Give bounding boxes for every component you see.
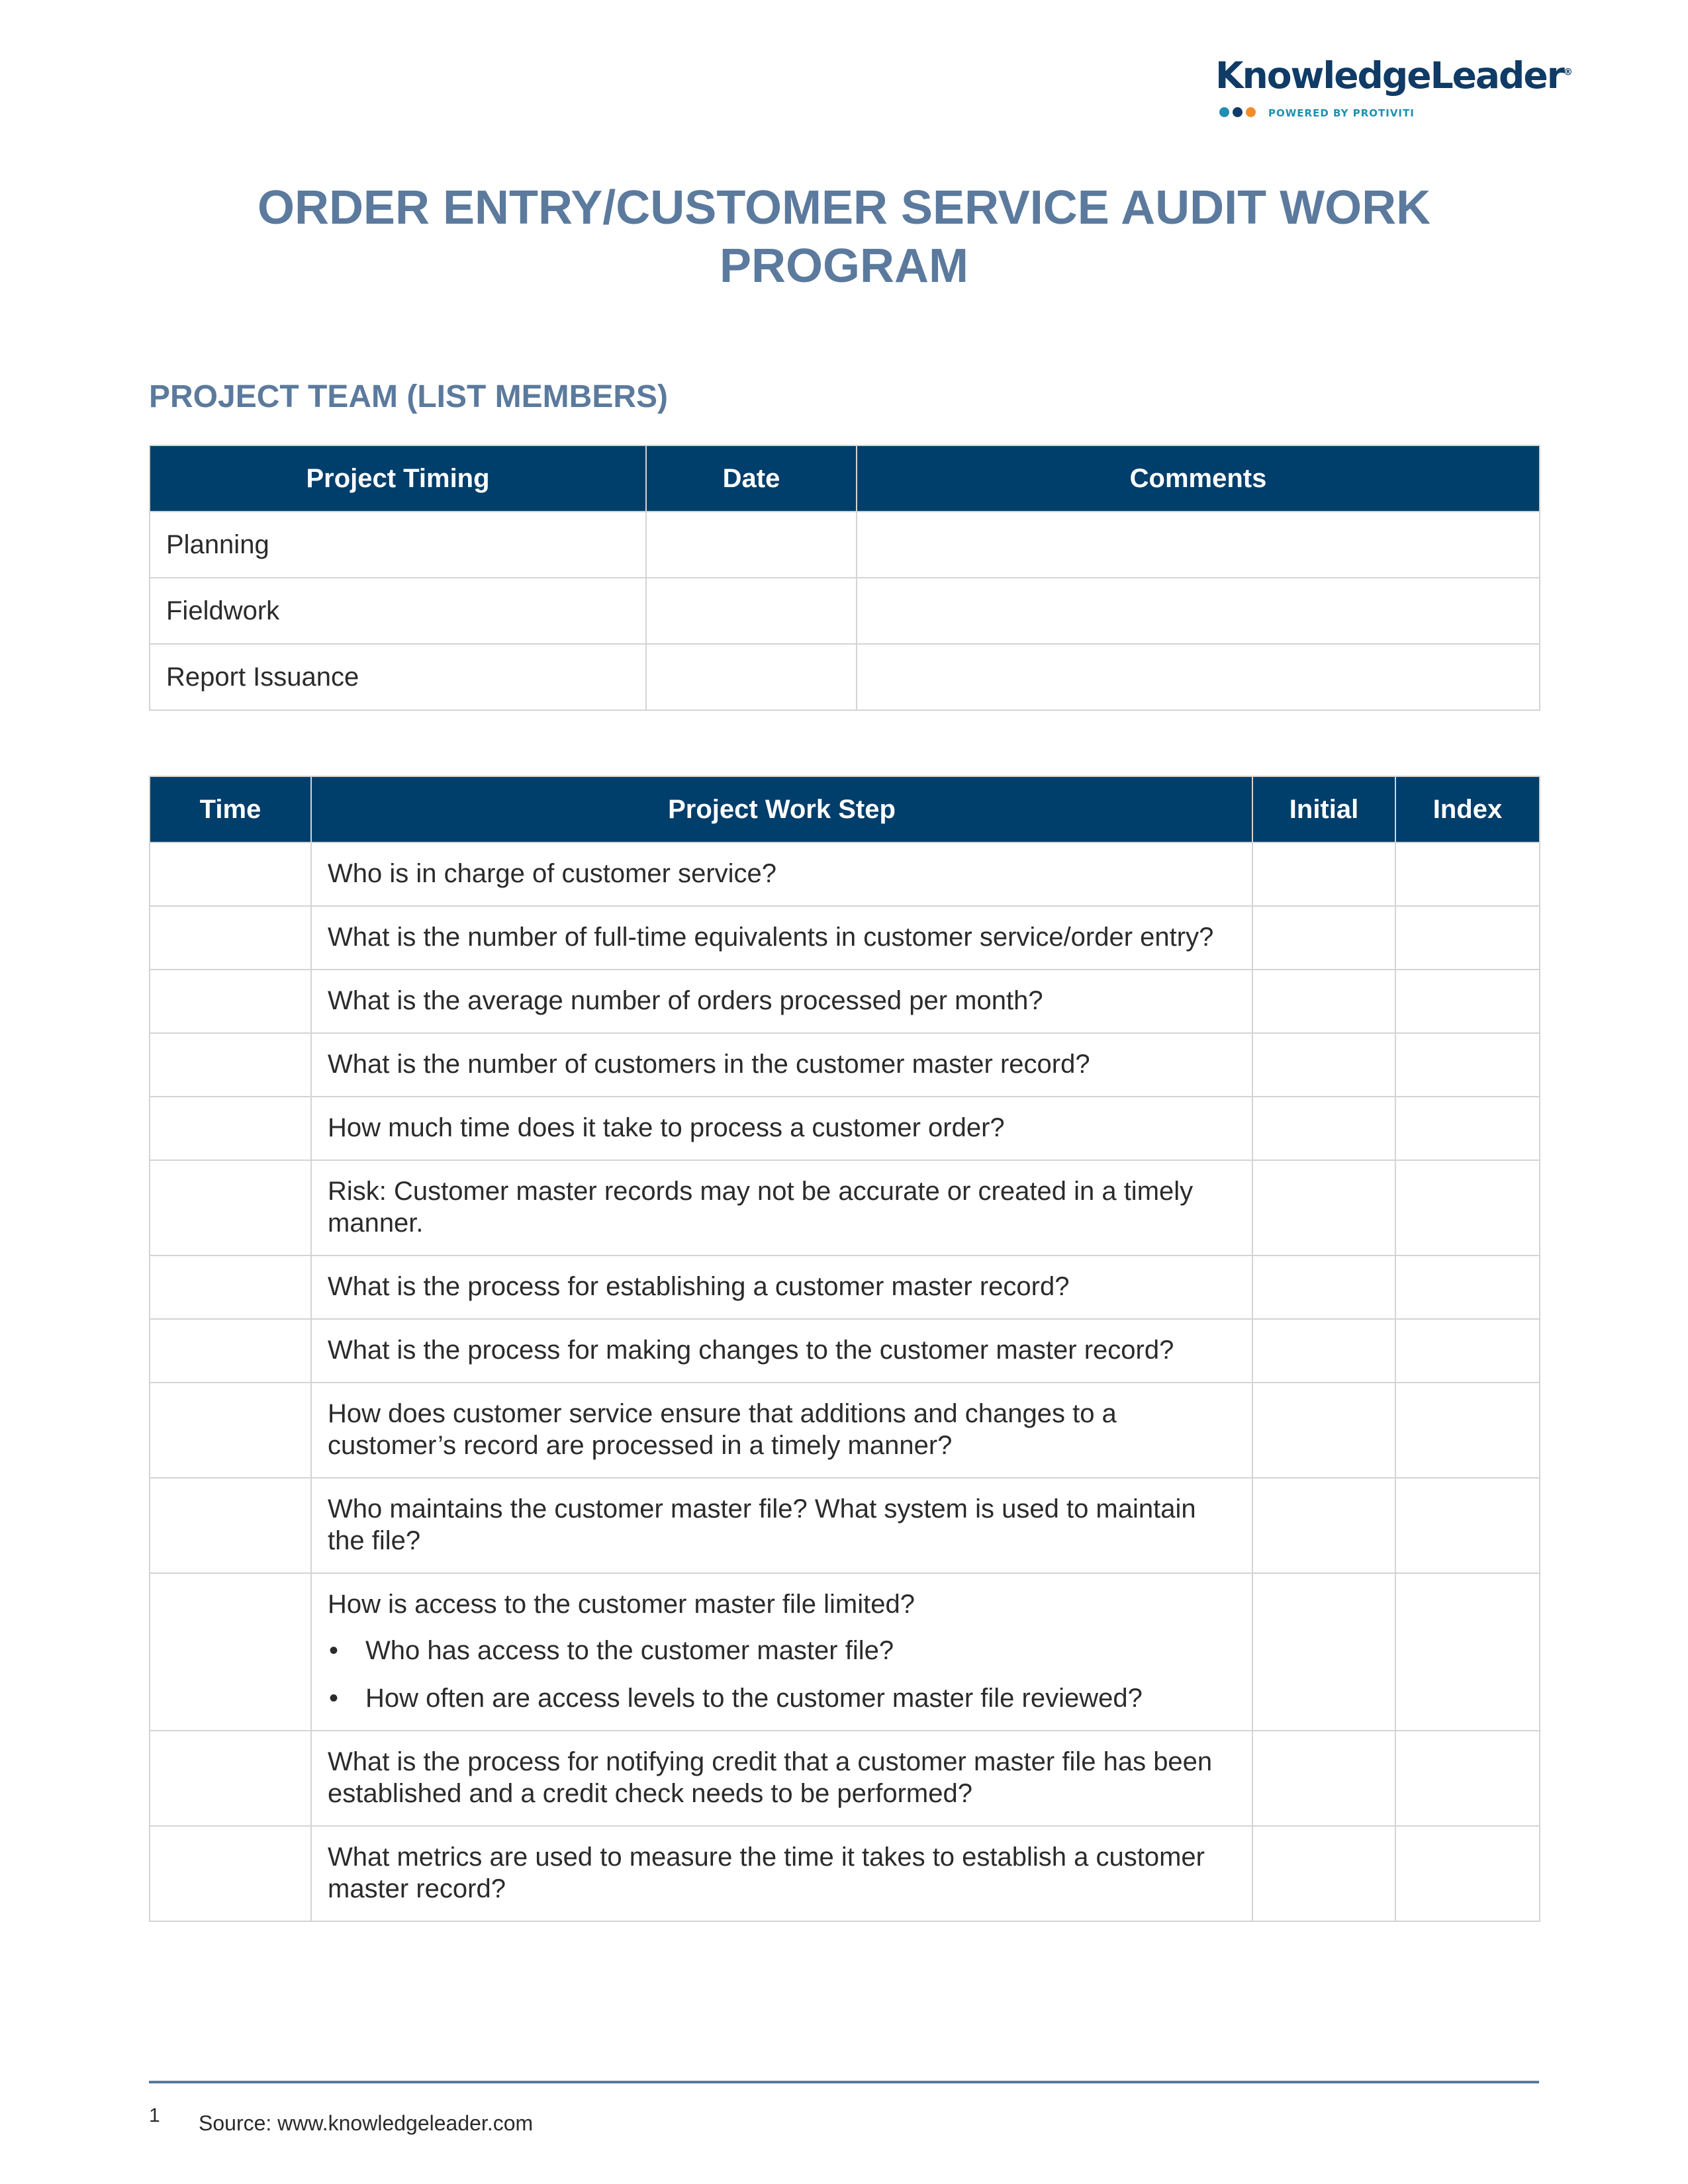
work-step-cell: What is the process for making changes to the customer master record? <box>311 1319 1252 1383</box>
source-footnote: Source: www.knowledgeleader.com <box>199 2111 534 2135</box>
work-step-cell: Risk: Customer master records may not be accurate or created in a timely manner. <box>311 1160 1252 1255</box>
timing-cell: Report Issuance <box>150 644 646 710</box>
comments-cell[interactable] <box>857 644 1540 710</box>
work-step-cell: How much time does it take to process a customer order? <box>311 1097 1252 1160</box>
table-row <box>150 970 1540 1033</box>
comments-cell[interactable] <box>857 512 1540 578</box>
index-cell[interactable] <box>1395 906 1540 970</box>
initial-cell[interactable] <box>1252 1731 1395 1826</box>
project-timing-table <box>149 445 1540 711</box>
timing-cell: Planning <box>150 512 646 578</box>
work-step-cell: What is the process for establishing a customer master record? <box>311 1255 1252 1319</box>
footer-divider <box>149 2081 1539 2083</box>
index-cell[interactable] <box>1395 970 1540 1033</box>
table-row <box>150 1033 1540 1097</box>
bullet-item: • Who has access to the customer master file? <box>328 1635 1236 1666</box>
index-cell[interactable] <box>1395 1478 1540 1573</box>
table-row <box>150 1478 1540 1573</box>
logo-dot-orange <box>1246 107 1256 117</box>
index-cell[interactable] <box>1395 1097 1540 1160</box>
time-cell[interactable] <box>150 1731 311 1826</box>
index-cell[interactable] <box>1395 1255 1540 1319</box>
time-cell[interactable] <box>150 1033 311 1097</box>
logo-dots <box>1219 107 1256 117</box>
knowledgeleader-logo <box>1215 54 1573 127</box>
initial-cell[interactable] <box>1252 1319 1395 1383</box>
page-number: 1 <box>149 2105 160 2126</box>
time-cell[interactable] <box>150 1319 311 1383</box>
table-row <box>150 1319 1540 1383</box>
time-cell[interactable] <box>150 1383 311 1478</box>
header-time: Time <box>150 776 311 842</box>
initial-cell[interactable] <box>1252 1826 1395 1921</box>
title-line-2: PROGRAM <box>720 240 968 293</box>
initial-cell[interactable] <box>1252 1478 1395 1573</box>
date-cell[interactable] <box>646 578 857 644</box>
logo-dot-navy <box>1233 107 1243 117</box>
header-index: Index <box>1395 776 1540 842</box>
time-cell[interactable] <box>150 1160 311 1255</box>
work-step-cell: How does customer service ensure that additions and changes to a customer’s record are processed in a timely manner? <box>311 1383 1252 1478</box>
index-cell[interactable] <box>1395 842 1540 906</box>
work-step-cell: What is the average number of orders processed per month? <box>311 970 1252 1033</box>
work-step-text: How is access to the customer master file limited? <box>328 1590 915 1619</box>
header-date: Date <box>646 445 857 512</box>
index-cell[interactable] <box>1395 1383 1540 1478</box>
comments-cell[interactable] <box>857 578 1540 644</box>
table-row <box>150 512 1540 578</box>
work-header-row <box>150 776 1540 842</box>
index-cell[interactable] <box>1395 1731 1540 1826</box>
table-row <box>150 1731 1540 1826</box>
work-step-cell <box>311 1573 1252 1731</box>
table-row <box>150 1383 1540 1478</box>
time-cell[interactable] <box>150 1478 311 1573</box>
time-cell[interactable] <box>150 1826 311 1921</box>
date-cell[interactable] <box>646 512 857 578</box>
work-step-cell: Who is in charge of customer service? <box>311 842 1252 906</box>
index-cell[interactable] <box>1395 1826 1540 1921</box>
index-cell[interactable] <box>1395 1033 1540 1097</box>
index-cell[interactable] <box>1395 1319 1540 1383</box>
header-project-work-step: Project Work Step <box>311 776 1252 842</box>
table-row <box>150 906 1540 970</box>
work-step-cell: What metrics are used to measure the time it takes to establish a customer master record? <box>311 1826 1252 1921</box>
logo-dot-teal <box>1219 107 1229 117</box>
table-row <box>150 1826 1540 1921</box>
table-row <box>150 1097 1540 1160</box>
title-line-1: ORDER ENTRY/CUSTOMER SERVICE AUDIT WORK <box>257 181 1431 234</box>
time-cell[interactable] <box>150 1097 311 1160</box>
initial-cell[interactable] <box>1252 1160 1395 1255</box>
header-project-timing: Project Timing <box>150 445 646 512</box>
initial-cell[interactable] <box>1252 1573 1395 1731</box>
initial-cell[interactable] <box>1252 906 1395 970</box>
section-heading: PROJECT TEAM (LIST MEMBERS) <box>149 379 669 414</box>
index-cell[interactable] <box>1395 1573 1540 1731</box>
time-cell[interactable] <box>150 1255 311 1319</box>
work-step-cell: What is the process for notifying credit that a customer master file has been established and a credit check needs to be performed? <box>311 1731 1252 1826</box>
index-cell[interactable] <box>1395 1160 1540 1255</box>
work-step-cell: What is the number of full-time equivalents in customer service/order entry? <box>311 906 1252 970</box>
work-step-table <box>149 776 1540 1922</box>
header-comments: Comments <box>857 445 1540 512</box>
registered-mark: ® <box>1563 67 1573 78</box>
work-step-bullets <box>328 1635 1236 1714</box>
work-step-cell: What is the number of customers in the customer master record? <box>311 1033 1252 1097</box>
table-row <box>150 644 1540 710</box>
time-cell[interactable] <box>150 906 311 970</box>
timing-cell: Fieldwork <box>150 578 646 644</box>
table-row <box>150 1255 1540 1319</box>
time-cell[interactable] <box>150 1573 311 1731</box>
date-cell[interactable] <box>646 644 857 710</box>
header-initial: Initial <box>1252 776 1395 842</box>
work-step-cell: Who maintains the customer master file? What system is used to maintain the file? <box>311 1478 1252 1573</box>
time-cell[interactable] <box>150 842 311 906</box>
table-row <box>150 842 1540 906</box>
initial-cell[interactable] <box>1252 1255 1395 1319</box>
table-row <box>150 578 1540 644</box>
document-title <box>149 179 1539 295</box>
initial-cell[interactable] <box>1252 1383 1395 1478</box>
table-row <box>150 1160 1540 1255</box>
time-cell[interactable] <box>150 970 311 1033</box>
logo-tagline: POWERED BY PROTIVITI <box>1268 107 1415 119</box>
initial-cell[interactable] <box>1252 1097 1395 1160</box>
bullet-item: • How often are access levels to the customer master file reviewed? <box>328 1682 1236 1714</box>
initial-cell[interactable] <box>1252 970 1395 1033</box>
table-row <box>150 1573 1540 1731</box>
initial-cell[interactable] <box>1252 1033 1395 1097</box>
initial-cell[interactable] <box>1252 842 1395 906</box>
timing-header-row <box>150 445 1540 512</box>
logo-wordmark: KnowledgeLeader® <box>1215 54 1573 97</box>
